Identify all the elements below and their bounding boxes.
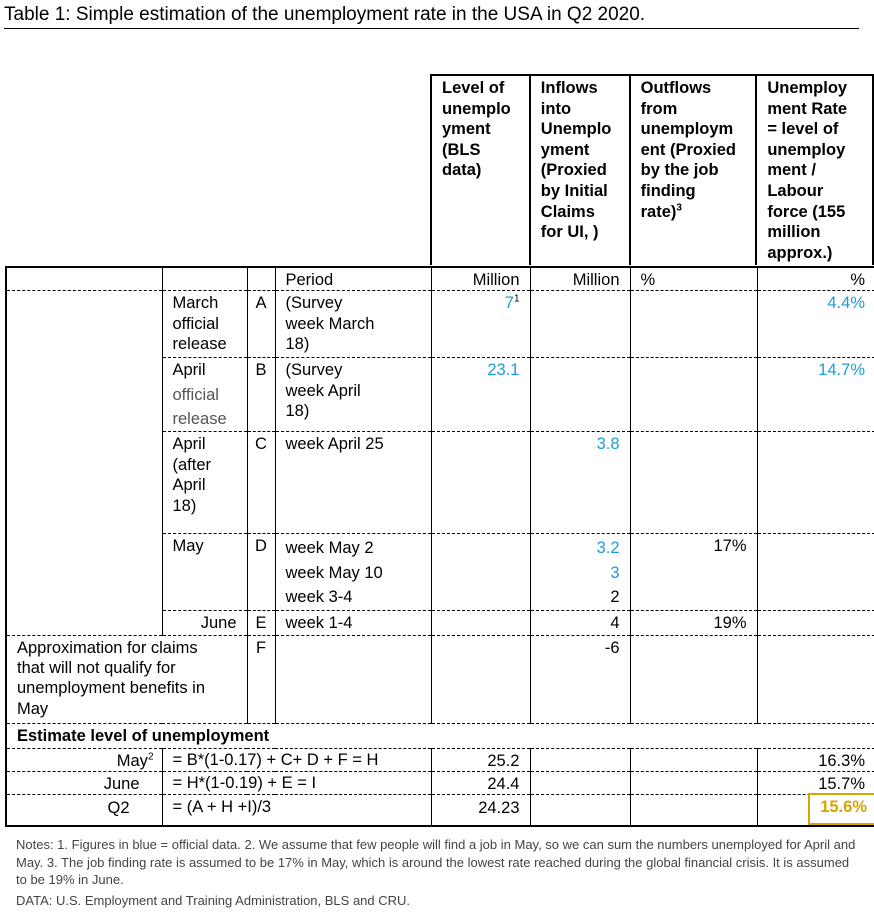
row-period: week May 2 week May 10 week 3-4 <box>275 534 431 610</box>
estimate-level: 25.2 <box>431 748 530 771</box>
row-period: (Survey week March 18) <box>275 291 431 358</box>
estimate-label-q2: Q2 <box>6 794 162 826</box>
table-row <box>6 748 874 771</box>
estimate-label-may: May$^2$ <box>6 748 162 771</box>
outflows-unit: % <box>630 267 757 291</box>
estimate-level: 24.23 <box>431 794 530 826</box>
header-outflows: Outflows from unemploym ent (Proxied by the job finding rate)$^3$ <box>630 75 757 265</box>
inflows-value: 3.2 3 2 <box>530 534 630 610</box>
table-row <box>6 291 874 358</box>
level-value: $7^1$ <box>431 291 530 358</box>
estimate-heading-row <box>6 723 874 748</box>
estimate-rate: 15.7% <box>757 771 874 794</box>
inflows-value: 4 <box>530 610 630 635</box>
data-source: DATA: U.S. Employment and Training Administration, BLS and CRU. <box>16 893 411 908</box>
row-period: week April 25 <box>275 432 431 534</box>
row-letter: B <box>247 358 275 432</box>
rate-value: 14.7% <box>757 358 874 432</box>
table-row <box>6 794 874 826</box>
row-letter: D <box>247 534 275 610</box>
data-table <box>5 266 874 827</box>
inflows-value: -6 <box>530 635 630 723</box>
title-divider <box>4 28 859 29</box>
row-label-approx: Approximation for claims that will not qualify for unemployment benefits in May <box>6 635 247 723</box>
rate-unit: % <box>757 267 874 291</box>
header-rate: Unemploy ment Rate = level of unemploy ment / Labour force (155 million approx.) <box>756 75 873 265</box>
row-letter: A <box>247 291 275 358</box>
period-header: Period <box>275 267 431 291</box>
outflows-value: 17% <box>630 534 757 610</box>
estimate-formula: = H*(1-0.19) + E = I <box>162 771 431 794</box>
level-unit: Million <box>431 267 530 291</box>
header-level: Level of unemplo yment (BLS data) <box>431 75 530 265</box>
estimate-label-june: June <box>6 771 162 794</box>
table-title: Table 1: Simple estimation of the unemployment rate in the USA in Q2 2020. <box>4 4 646 25</box>
estimate-level: 24.4 <box>431 771 530 794</box>
row-label-may: May <box>162 534 247 610</box>
row-letter: E <box>247 610 275 635</box>
inflows-value: 3.8 <box>530 432 630 534</box>
estimate-formula: = (A + H +I)/3 <box>162 794 431 826</box>
rate-value: 4.4% <box>757 291 874 358</box>
units-row <box>6 267 874 291</box>
estimate-rate-highlighted <box>757 794 874 826</box>
row-period: week 1-4 <box>275 610 431 635</box>
header-inflows: Inflows into Unemplo yment (Proxied by Initial Claims for UI, ) <box>530 75 630 265</box>
row-period: (Survey week April 18) <box>275 358 431 432</box>
highlight-box: 15.6% <box>808 793 874 825</box>
table-notes: Notes: 1. Figures in blue = official data. 2. We assume that few people will find a job in May, so we can sum the numbers unemployed for April and May. 3. The job finding rate is assumed to be 17% in May, which is around the lowest rate reached during the global financial crisis. It is assumed to be 19% in June. <box>16 837 856 887</box>
row-label-march: March official release <box>162 291 247 358</box>
estimate-formula: = B*(1-0.17) + C+ D + F = H <box>162 748 431 771</box>
table-row <box>6 771 874 794</box>
inflows-unit: Million <box>530 267 630 291</box>
row-label-april-after: April (after April 18) <box>162 432 247 534</box>
estimate-heading: Estimate level of unemployment <box>6 723 874 748</box>
level-value: 23.1 <box>431 358 530 432</box>
outflows-value: 19% <box>630 610 757 635</box>
estimate-rate: 16.3% <box>757 748 874 771</box>
table-row <box>6 635 874 723</box>
column-headers <box>430 74 874 265</box>
row-label-april: April official release <box>162 358 247 432</box>
row-label-june: June <box>162 610 247 635</box>
row-letter: C <box>247 432 275 534</box>
row-letter: F <box>247 635 275 723</box>
